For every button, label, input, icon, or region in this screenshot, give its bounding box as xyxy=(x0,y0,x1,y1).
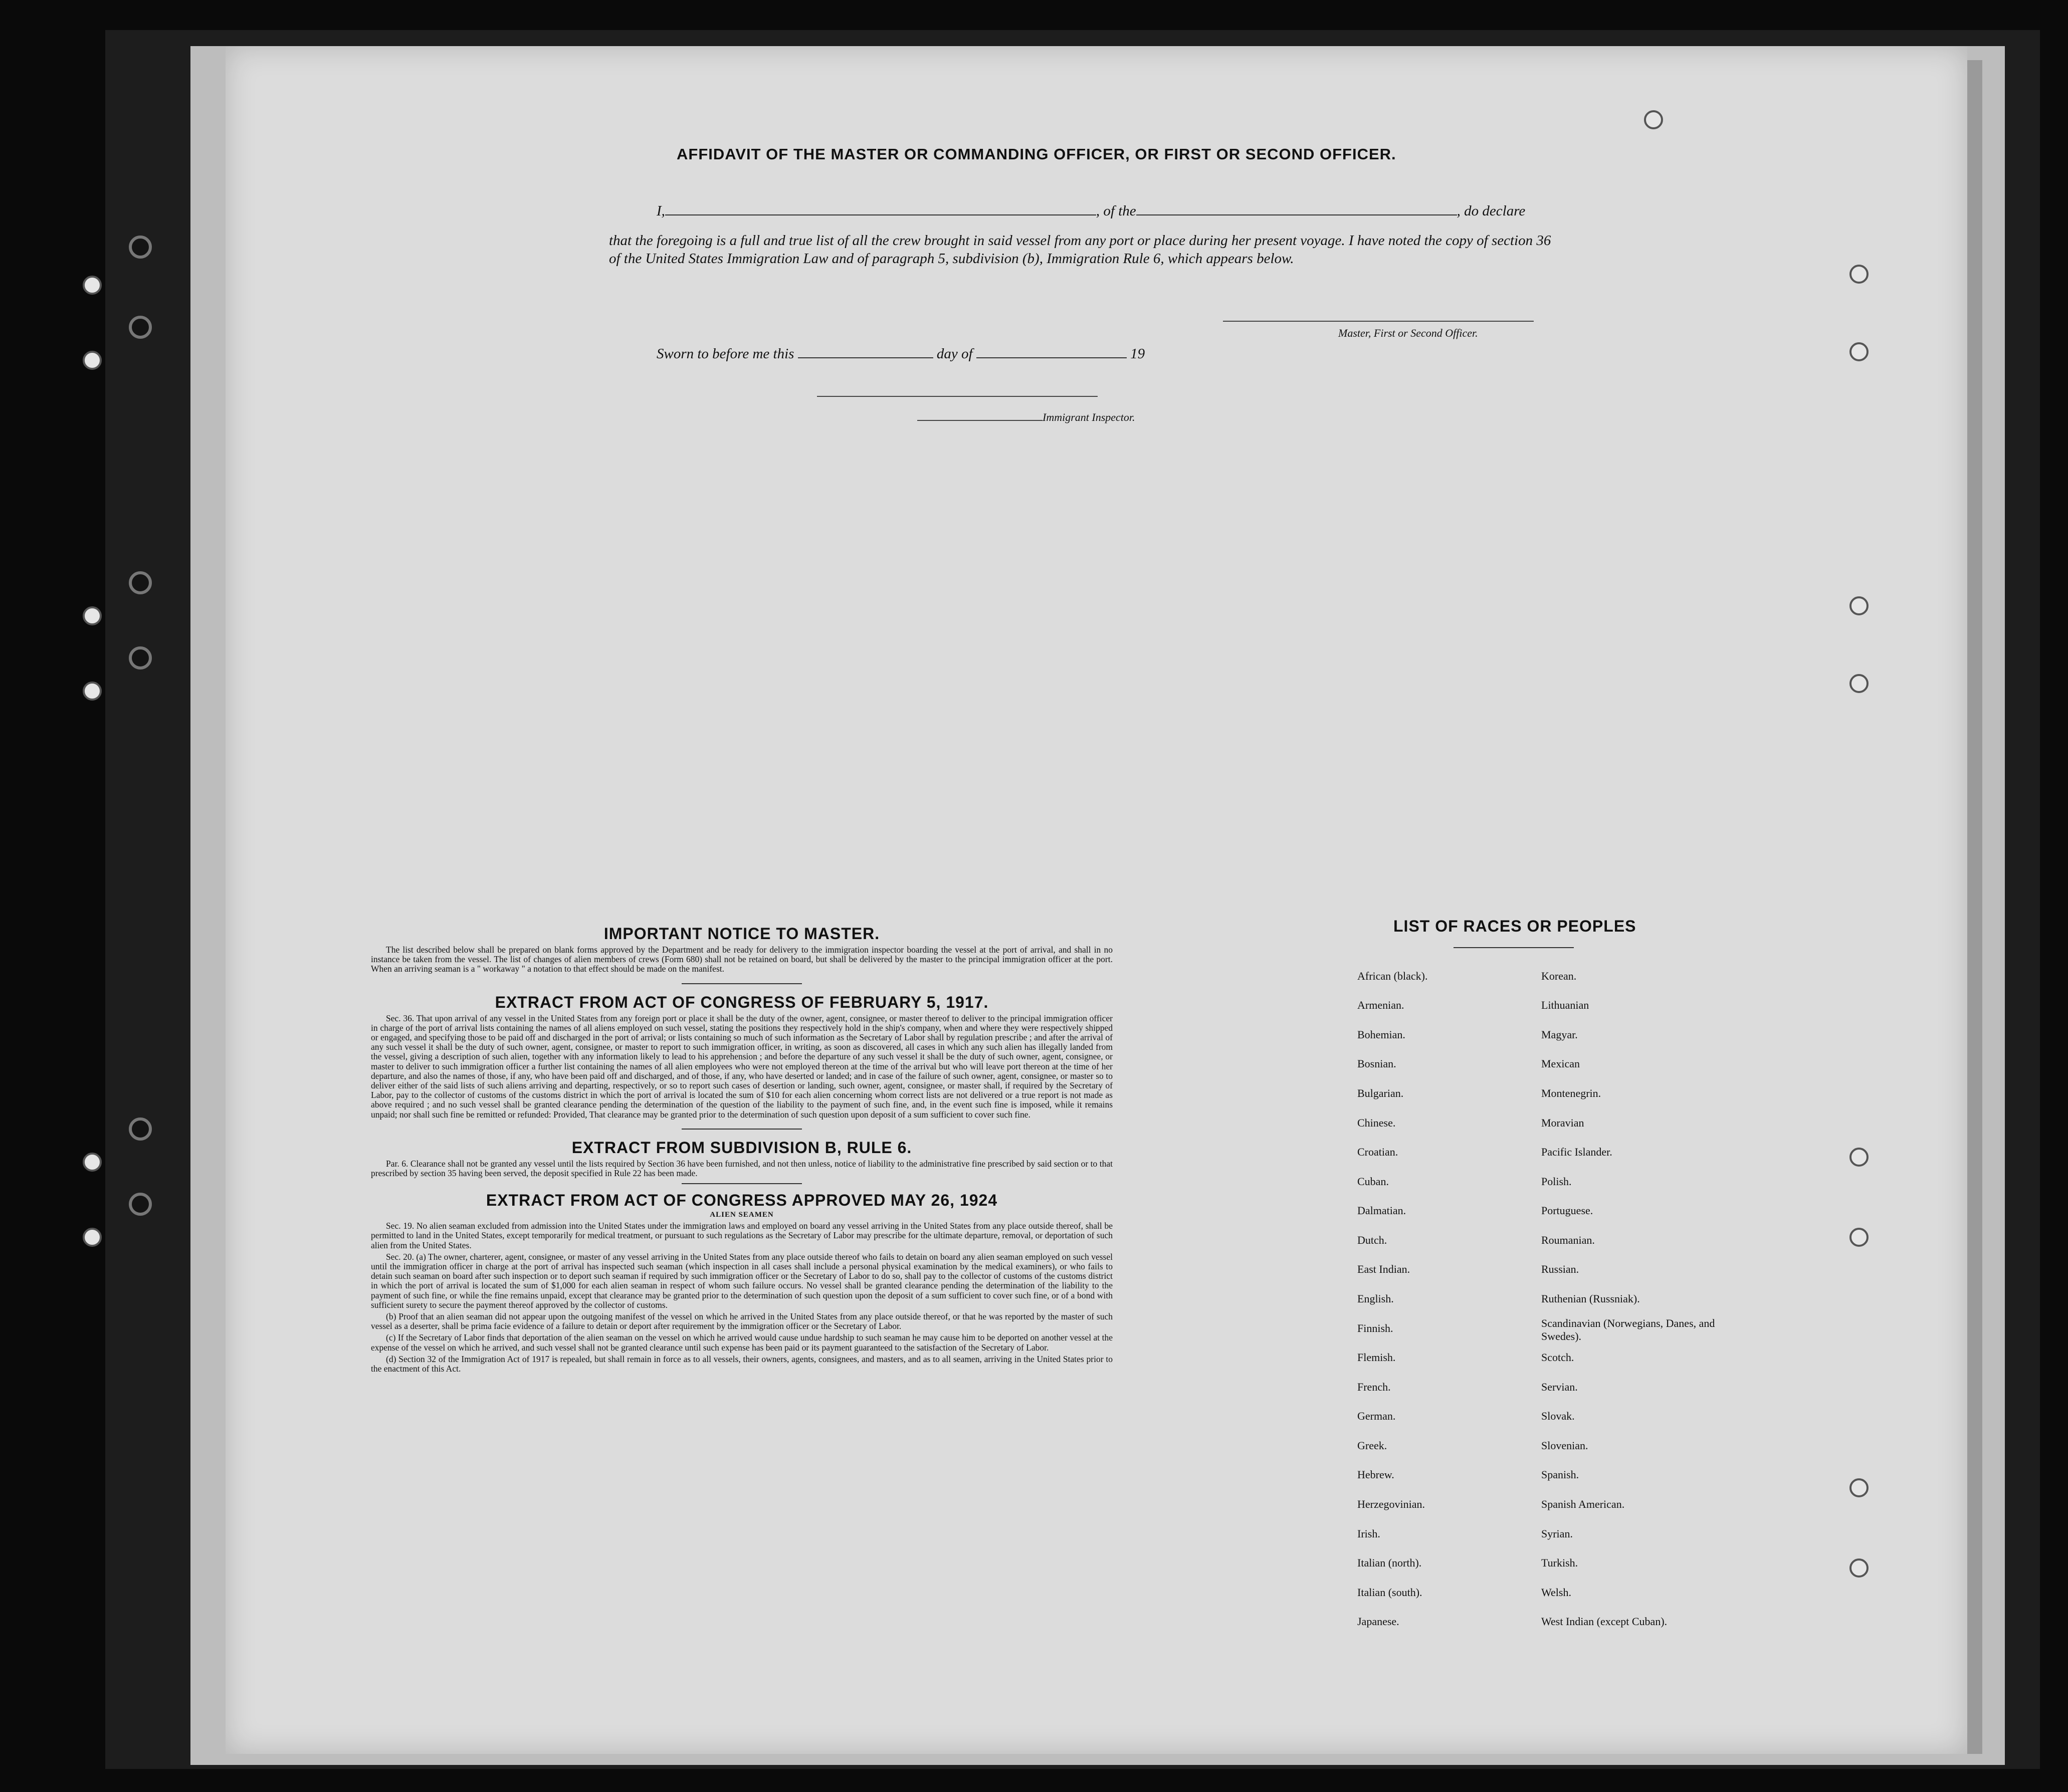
affidavit-title: AFFIDAVIT OF THE MASTER OR COMMANDING OFFICER, OR FIRST OR SECOND OFFICER. xyxy=(677,145,1396,163)
race-left-item: Flemish. xyxy=(1357,1351,1396,1364)
race-left-item: Dutch. xyxy=(1357,1234,1387,1246)
race-right-item: Slovenian. xyxy=(1541,1439,1588,1452)
ring-hole-icon xyxy=(1849,342,1869,361)
extract-rule6-title: EXTRACT FROM SUBDIVISION B, RULE 6. xyxy=(571,1138,912,1157)
ring-hole-icon xyxy=(1849,1478,1869,1497)
race-left-item: Armenian. xyxy=(1357,999,1404,1011)
race-left-item: African (black). xyxy=(1357,970,1428,982)
race-left-item: Cuban. xyxy=(1357,1175,1389,1188)
race-left-item: Italian (north). xyxy=(1357,1556,1422,1569)
binder-hole-icon xyxy=(129,236,152,259)
race-left-item: French. xyxy=(1357,1381,1391,1393)
month-blank xyxy=(976,357,1127,358)
race-right-item: Roumanian. xyxy=(1541,1234,1595,1246)
legal-notices xyxy=(371,925,1113,1374)
race-right-item: Spanish. xyxy=(1541,1468,1579,1481)
ring-hole-icon xyxy=(83,276,102,295)
race-left-item: English. xyxy=(1357,1292,1394,1305)
sec-20a-text: Sec. 20. (a) The owner, charterer, agent, consignee, or master of any vessel arriving in the United States from any place outside thereof who fails to detain on board any alien seaman employed on such vessel until the immigration officer in charge at the port of arrival has inspected such seaman (which inspection in all cases shall include a personal physical examination by the medical examiners), or who fails to detain such seaman on board after such inspection or to deport such seaman if required by such immigration officer or the Secretary of Labor to do so, shall pay to the collector of customs of the customs district in which the port of arrival is located the sum of $1,000 for each alien seaman in respect of whom such failure occurs. No vessel shall be granted clearance pending the determination of the liability to the payment of such fine, or while the fine remains unpaid, except that clearance may be granted prior to the determination of such question upon the deposit of a sum sufficient to cover such fine, or of a bond with sufficient surety to secure the payment thereof approved by the collector of customs. xyxy=(371,1251,1113,1310)
name-blank xyxy=(665,214,1096,215)
race-left-item: Dalmatian. xyxy=(1357,1204,1406,1217)
sec-19-text: Sec. 19. No alien seaman excluded from admission into the United States under the immigration laws and employed on board any vessel arriving in the United States from any place outside thereof, shall be permitted to land in the United States, except temporarily for medical treatment, or pursuant to such regulations as the Secretary of Labor may prescribe for the ultimate departure, removal, or deportation of such alien from the United States. xyxy=(371,1221,1113,1250)
sec-20d-text: (d) Section 32 of the Immigration Act of 1917 is repealed, but shall remain in force as to all vessels, their owners, agents, consignees, and masters, and as to all seamen, arriving in the United States prior to the enactment of this Act. xyxy=(371,1354,1113,1374)
affidavit-body: that the foregoing is a full and true list of all the crew brought in said vessel from any port or place during her present voyage. I have noted the copy of section 36 of the United States Immigration Law and of paragraph 5, subdivision (b), Immigration Rule 6, which appears below. xyxy=(609,233,1551,267)
ring-hole-icon xyxy=(83,351,102,370)
binder-hole-icon xyxy=(129,1117,152,1141)
race-right-item: Lithuanian xyxy=(1541,999,1589,1011)
race-right-item: Korean. xyxy=(1541,970,1577,982)
race-right-item: Pacific Islander. xyxy=(1541,1146,1612,1158)
race-left-item: Bulgarian. xyxy=(1357,1087,1404,1099)
ring-hole-icon xyxy=(1849,265,1869,284)
race-right-item: Servian. xyxy=(1541,1381,1578,1393)
inspector-label: Immigrant Inspector. xyxy=(1043,411,1135,423)
race-right-item: Montenegrin. xyxy=(1541,1087,1601,1099)
ring-hole-icon xyxy=(1849,1558,1869,1578)
ring-hole-icon xyxy=(83,606,102,625)
race-right-item: Syrian. xyxy=(1541,1527,1573,1540)
sworn-text-1: Sworn to before me this xyxy=(657,346,794,362)
extract-1924-subtitle: ALIEN SEAMEN xyxy=(710,1211,774,1219)
race-left-item: Italian (south). xyxy=(1357,1586,1422,1599)
notice-title: IMPORTANT NOTICE TO MASTER. xyxy=(603,925,880,943)
race-left-item: Croatian. xyxy=(1357,1146,1398,1158)
race-left-item: Japanese. xyxy=(1357,1615,1399,1628)
binder-hole-icon xyxy=(129,571,152,594)
binder-hole-icon xyxy=(129,646,152,669)
notice-text: The list described below shall be prepared on blank forms approved by the Department and be ready for delivery to the immigration inspector boarding the vessel at the port of arrival, and shall in no instance be taken from the vessel. The list of changes of alien members of crews (Form 680) shall not be retained on board, but shall be delivered by the master to the principal immigration officer at the port. When an arriving seaman is a " workaway " a notation to that effect should be made on the manifest. xyxy=(371,945,1113,974)
ring-hole-icon xyxy=(1849,1228,1869,1247)
vessel-blank xyxy=(1136,214,1457,215)
declaration-do-declare: , do declare xyxy=(1457,203,1526,219)
race-left-item: German. xyxy=(1357,1410,1396,1422)
sec-20c-text: (c) If the Secretary of Labor finds that deportation of the alien seaman on the vessel on which he arrived would cause undue hardship to such seaman he may cause him to be deported on another vessel at the expense of the vessel on which he arrived, and such vessel shall not be granted clearance until such expense has been paid or its payment guaranteed to the satisfaction of the Secretary of Labor. xyxy=(371,1332,1113,1353)
page-edge xyxy=(1967,60,1982,1754)
race-left-item: Bosnian. xyxy=(1357,1057,1396,1070)
signature-label: Master, First or Second Officer. xyxy=(1338,327,1478,339)
declaration-i: I, xyxy=(657,203,665,219)
signature-line xyxy=(1223,321,1534,322)
ring-hole-icon xyxy=(1644,110,1663,129)
race-right-item: West Indian (except Cuban). xyxy=(1541,1615,1668,1628)
race-left-item: Irish. xyxy=(1357,1527,1380,1540)
race-right-item: Polish. xyxy=(1541,1175,1572,1188)
ring-hole-icon xyxy=(83,1228,102,1247)
race-right-item: Russian. xyxy=(1541,1263,1579,1275)
divider xyxy=(682,1129,802,1130)
race-left-item: Bohemian. xyxy=(1357,1028,1405,1041)
extract-1917-text: Sec. 36. That upon arrival of any vessel in the United States from any foreign port or place it shall be the duty of the owner, agent, consignee, or master thereof to deliver to the principal immigration officer in charge of the port of arrival lists containing the names of all aliens employed on such vessel, stating the positions they respectively hold in the ship's company, when and where they were respectively shipped or engaged, and specifying those to be paid off and discharged in the port of arrival; or lists containing so much of such information as the Secretary of Labor shall by regulation prescribe ; and after the arrival of any such vessel it shall be the duty of such owner, agent, consignee, or master to report to such immigration officer, in writing, as soon as discovered, all cases in which any such alien has illegally landed from the vessel, giving a description of such alien, together with any information likely to lead to his apprehension ; and before the departure of any such vessel it shall be the duty of such owner, agent, consignee, or master to deliver to such immigration officer a further list containing the names of all alien employees who were not employed thereon at the time of the arrival but who will leave port thereon at the time of her departure, and also the names of those, if any, who have been paid off and discharged, and of those, if any, who have deserted or landed; and in case of the failure of such owner, agent, consignee, or master so to deliver either of the said lists of such aliens arriving and departing, respectively, or so to report such cases of desertion or landing, such owner, agent, consignee, or master shall, if required by the Secretary of Labor, pay to the collector of customs of the customs district in which the port of arrival is located the sum of $10 for each alien concerning whom correct lists are not delivered or a true report is not made as above required ; and no such vessel shall be granted clearance pending the determination of the question of the liability to the payment of such fine, and, in the event such fine is imposed, while it remains unpaid; nor shall such fine be remitted or refunded: Provided, That clearance may be granted prior to the determination of such question upon deposit of a sum sufficient to cover such fine. xyxy=(371,1013,1113,1119)
race-left-item: Greek. xyxy=(1357,1439,1387,1452)
race-left-item: Herzegovinian. xyxy=(1357,1498,1425,1510)
sec-20b-text: (b) Proof that an alien seaman did not appear upon the outgoing manifest of the vessel on which he arrived in the United States from any place outside thereof, or that he was reported by the master of such vessel as a deserter, shall be prima facie evidence of a failure to detain or deport after requirement by the immigration officer or the Secretary of Labor. xyxy=(371,1311,1113,1331)
declaration-of-the: , of the xyxy=(1096,203,1136,219)
divider xyxy=(682,1183,802,1184)
race-right-item: Spanish American. xyxy=(1541,1498,1625,1510)
race-right-item: Turkish. xyxy=(1541,1556,1578,1569)
sworn-text-2: day of xyxy=(936,346,973,362)
declaration-line xyxy=(657,203,1525,219)
ring-hole-icon xyxy=(1849,674,1869,693)
extract-1917-title: EXTRACT FROM ACT OF CONGRESS OF FEBRUARY 5, 1917. xyxy=(495,993,989,1011)
extract-rule6-text: Par. 6. Clearance shall not be granted any vessel until the lists required by Section 36 have been furnished, and not then unless, notice of liability to the administrative fine prescribed by said section or to that prescribed by section 35 having been served, the deposit specified in Rule 22 has been made. xyxy=(371,1158,1113,1179)
race-right-item: Scotch. xyxy=(1541,1351,1574,1364)
inspector-line xyxy=(917,420,1043,421)
ring-hole-icon xyxy=(83,682,102,701)
race-left-item: East Indian. xyxy=(1357,1263,1410,1275)
ring-hole-icon xyxy=(1849,596,1869,615)
race-right-item: Portuguese. xyxy=(1541,1204,1593,1217)
race-left-item: Hebrew. xyxy=(1357,1468,1394,1481)
document-page xyxy=(226,46,1967,1754)
race-right-item: Ruthenian (Russniak). xyxy=(1541,1292,1640,1305)
sworn-year: 19 xyxy=(1130,346,1145,362)
race-right-item: Scandinavian (Norwegians, Danes, and Swedes). xyxy=(1541,1317,1715,1342)
race-left-item: Chinese. xyxy=(1357,1116,1396,1129)
extract-1924-title: EXTRACT FROM ACT OF CONGRESS APPROVED MAY 26, 1924 xyxy=(486,1191,998,1210)
race-right-item: Slovak. xyxy=(1541,1410,1575,1422)
inspector-signature-line xyxy=(817,396,1098,397)
divider xyxy=(682,983,802,984)
ring-hole-icon xyxy=(1849,1148,1869,1167)
races-divider xyxy=(1454,947,1574,948)
races-title: LIST OF RACES OR PEOPLES xyxy=(1393,917,1636,935)
race-right-item: Magyar. xyxy=(1541,1028,1578,1041)
binder-hole-icon xyxy=(129,316,152,339)
sworn-line xyxy=(657,346,1145,362)
binder-hole-icon xyxy=(129,1193,152,1216)
day-blank xyxy=(798,357,933,358)
race-right-item: Moravian xyxy=(1541,1116,1584,1129)
race-right-item: Mexican xyxy=(1541,1057,1580,1070)
race-right-item: Welsh. xyxy=(1541,1586,1571,1599)
ring-hole-icon xyxy=(83,1153,102,1172)
race-left-item: Finnish. xyxy=(1357,1322,1393,1334)
